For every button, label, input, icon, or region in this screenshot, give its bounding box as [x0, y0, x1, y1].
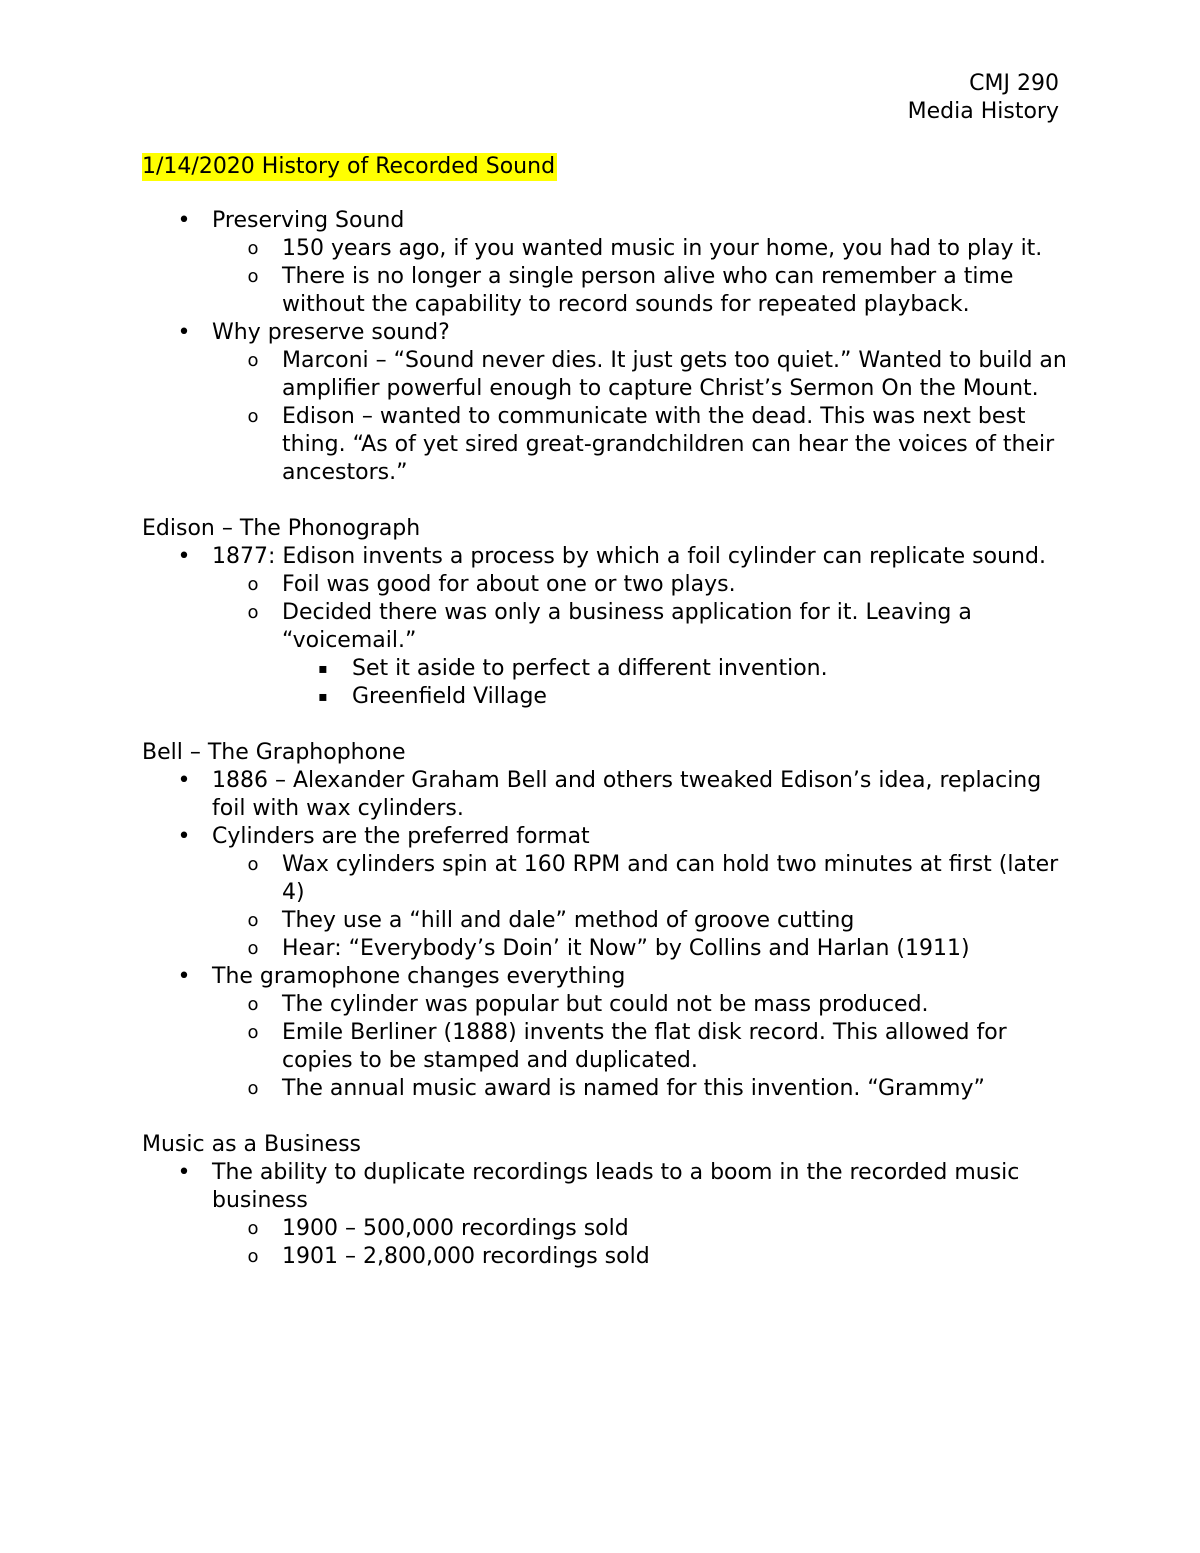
bullet-list-level-2: [212, 851, 1072, 963]
list-item: [212, 851, 1072, 907]
bullet-list-level-1: [142, 543, 1072, 711]
notes-body: [142, 153, 1072, 1271]
bullet-list-level-1: [142, 1159, 1072, 1271]
list-item-text: Cylinders are the preferred format: [212, 824, 590, 849]
bullet-list-level-2: [212, 347, 1072, 487]
course-code: CMJ 290: [969, 71, 1059, 96]
bullet-circle-icon: o: [247, 854, 259, 875]
list-item-text: The annual music award is named for this invention. “Grammy”: [282, 1076, 985, 1101]
section-heading: Edison – The Phonograph: [142, 516, 421, 541]
bullet-dot-icon: •: [177, 544, 191, 569]
list-item: [142, 1159, 1072, 1271]
list-item-text: Why preserve sound?: [212, 320, 450, 345]
bullet-dot-icon: •: [177, 824, 191, 849]
bullet-circle-icon: o: [247, 574, 259, 595]
list-item-text: 1877: Edison invents a process by which a foil cylinder can replicate sound.: [212, 544, 1046, 569]
list-item-text: 1901 – 2,800,000 recordings sold: [282, 1244, 650, 1269]
notes-section: [142, 739, 1072, 1103]
list-item-text: Hear: “Everybody’s Doin’ it Now” by Collins and Harlan (1911): [282, 936, 970, 961]
course-subject: Media History: [907, 99, 1059, 124]
list-item-text: 150 years ago, if you wanted music in your home, you had to play it.: [282, 236, 1043, 261]
list-item-text: 1900 – 500,000 recordings sold: [282, 1216, 629, 1241]
list-item-text: Set it aside to perfect a different invention.: [352, 656, 828, 681]
section-heading: Music as a Business: [142, 1132, 362, 1157]
list-item-text: Wax cylinders spin at 160 RPM and can hold two minutes at first (later 4): [282, 852, 1059, 905]
bullet-dot-icon: •: [177, 208, 191, 233]
bullet-dot-icon: •: [177, 964, 191, 989]
list-item-text: The cylinder was popular but could not be mass produced.: [282, 992, 929, 1017]
list-item: [212, 1243, 1072, 1271]
list-item: [212, 1019, 1072, 1075]
list-item-text: The ability to duplicate recordings leads to a boom in the recorded music business: [212, 1160, 1020, 1213]
bullet-list-level-1: [142, 207, 1072, 487]
list-item-text: Preserving Sound: [212, 208, 405, 233]
list-item-text: They use a “hill and dale” method of groove cutting: [282, 908, 855, 933]
list-item: [142, 767, 1072, 823]
list-item: [212, 263, 1072, 319]
bullet-circle-icon: o: [247, 1078, 259, 1099]
lecture-title-wrapper: [142, 153, 1072, 181]
list-item: [212, 347, 1072, 403]
bullet-dot-icon: •: [177, 1160, 191, 1185]
bullet-circle-icon: o: [247, 938, 259, 959]
bullet-list-level-2: [212, 235, 1072, 319]
list-item: [212, 403, 1072, 487]
list-item: [212, 1075, 1072, 1103]
bullet-circle-icon: o: [247, 266, 259, 287]
list-item: [142, 823, 1072, 963]
list-item: [212, 571, 1072, 599]
list-item: [142, 543, 1072, 711]
document-header: [908, 70, 1059, 126]
list-item: [212, 935, 1072, 963]
list-item: [282, 683, 1072, 711]
list-item-text: Emile Berliner (1888) invents the flat disk record. This allowed for copies to be stamped and duplicated.: [282, 1020, 1007, 1073]
bullet-circle-icon: o: [247, 910, 259, 931]
bullet-dot-icon: •: [177, 320, 191, 345]
list-item: [212, 907, 1072, 935]
list-item-text: There is no longer a single person alive who can remember a time without the capability to record sounds for repeated playback.: [282, 264, 1014, 317]
list-item: [212, 1215, 1072, 1243]
list-item-text: Greenfield Village: [352, 684, 547, 709]
bullet-list-level-3: [282, 655, 1072, 711]
list-item: [212, 599, 1072, 711]
bullet-circle-icon: o: [247, 602, 259, 623]
list-item-text: Edison – wanted to communicate with the dead. This was next best thing. “As of yet sired great-grandchildren can hear the voices of their ancestors.”: [282, 404, 1055, 485]
list-item-text: 1886 – Alexander Graham Bell and others tweaked Edison’s idea, replacing foil with wax cylinders.: [212, 768, 1042, 821]
list-item: [212, 235, 1072, 263]
bullet-list-level-2: [212, 991, 1072, 1103]
list-item: [142, 319, 1072, 487]
lecture-title: 1/14/2020 History of Recorded Sound: [142, 154, 556, 179]
list-item-text: The gramophone changes everything: [212, 964, 626, 989]
bullet-list-level-2: [212, 1215, 1072, 1271]
bullet-circle-icon: o: [247, 1218, 259, 1239]
notes-section: [142, 515, 1072, 711]
bullet-circle-icon: o: [247, 1022, 259, 1043]
list-item: [142, 207, 1072, 319]
list-item: [282, 655, 1072, 683]
list-item: [212, 991, 1072, 1019]
bullet-circle-icon: o: [247, 350, 259, 371]
bullet-dot-icon: •: [177, 768, 191, 793]
section-heading: Bell – The Graphophone: [142, 740, 406, 765]
list-item-text: Foil was good for about one or two plays.: [282, 572, 736, 597]
notes-sections: [142, 207, 1072, 1271]
bullet-list-level-2: [212, 571, 1072, 711]
bullet-circle-icon: o: [247, 238, 259, 259]
bullet-circle-icon: o: [247, 994, 259, 1015]
list-item-text: Decided there was only a business application for it. Leaving a “voicemail.”: [282, 600, 972, 653]
bullet-square-icon: ▪: [318, 661, 328, 677]
notes-section: [142, 207, 1072, 487]
notes-section: [142, 1131, 1072, 1271]
list-item-text: Marconi – “Sound never dies. It just gets too quiet.” Wanted to build an amplifier powerful enough to capture Christ’s Sermon On the Mount.: [282, 348, 1067, 401]
bullet-list-level-1: [142, 767, 1072, 1103]
bullet-circle-icon: o: [247, 1246, 259, 1267]
bullet-circle-icon: o: [247, 406, 259, 427]
bullet-square-icon: ▪: [318, 689, 328, 705]
list-item: [142, 963, 1072, 1103]
